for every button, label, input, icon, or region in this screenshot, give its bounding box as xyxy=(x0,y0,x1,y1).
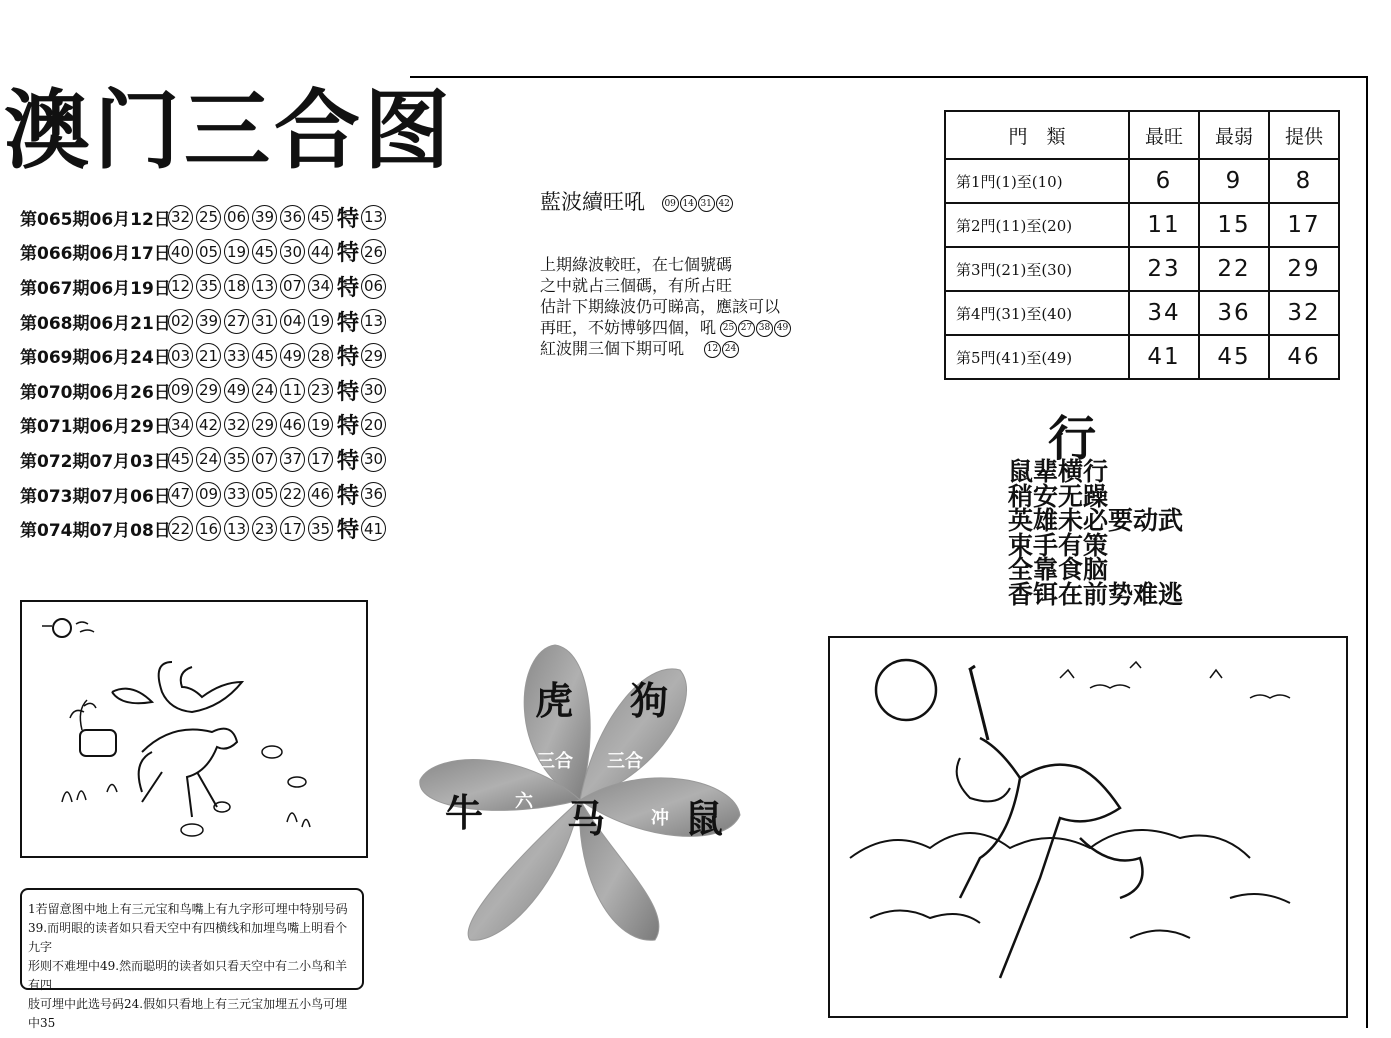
zodiac-flower xyxy=(415,640,745,950)
warrior-illustration xyxy=(828,636,1348,1018)
small-number-ball: 14 xyxy=(680,195,697,212)
number-ball: 29 xyxy=(196,378,221,403)
number-ball: 05 xyxy=(196,239,221,264)
number-ball: 35 xyxy=(196,274,221,299)
number-ball: 45 xyxy=(168,447,193,472)
number-ball: 32 xyxy=(168,205,193,230)
number-ball: 13 xyxy=(252,274,277,299)
flower-animal-horse: 马 xyxy=(567,796,606,841)
page-title: 澳门三合图 xyxy=(4,81,454,181)
special-number-ball: 13 xyxy=(361,205,386,230)
special-number-ball: 13 xyxy=(361,309,386,334)
note-line: 1若留意图中地上有三元宝和鸟嘴上有九字形可埋中特别号码 xyxy=(28,902,348,916)
number-ball: 32 xyxy=(224,412,249,437)
small-number-ball: 31 xyxy=(698,195,715,212)
flower-animal-tiger: 虎 xyxy=(535,678,574,723)
special-number-ball: 30 xyxy=(361,378,386,403)
number-ball: 23 xyxy=(252,516,277,541)
number-ball: 44 xyxy=(308,239,333,264)
special-label: 特 xyxy=(337,310,360,336)
number-ball: 46 xyxy=(308,482,333,507)
number-ball: 39 xyxy=(196,309,221,334)
number-ball: 33 xyxy=(224,343,249,368)
header-provided: 提供 xyxy=(1269,111,1339,159)
special-number-ball: 36 xyxy=(361,482,386,507)
draw-label: 第070期06月26日 xyxy=(20,382,171,403)
special-label: 特 xyxy=(337,448,360,474)
flower-animal-dog: 狗 xyxy=(630,678,669,723)
number-ball: 23 xyxy=(308,378,333,403)
number-ball: 17 xyxy=(308,447,333,472)
top-border xyxy=(410,76,1368,78)
number-ball: 40 xyxy=(168,239,193,264)
gate-value-cell: 9 xyxy=(1199,159,1269,203)
table-row xyxy=(945,247,1339,291)
number-ball: 47 xyxy=(168,482,193,507)
special-number-ball: 41 xyxy=(361,516,386,541)
number-ball: 46 xyxy=(280,412,305,437)
gate-value-cell: 15 xyxy=(1199,203,1269,247)
gate-value-cell: 45 xyxy=(1199,335,1269,379)
number-ball: 07 xyxy=(280,274,305,299)
flower-animal-rat: 鼠 xyxy=(685,796,724,841)
number-ball: 29 xyxy=(252,412,277,437)
wave-line: 之中就占三個碼，有所占旺 xyxy=(540,276,733,295)
crane-deer-drawing xyxy=(22,602,366,856)
draw-label: 第074期07月08日 xyxy=(20,521,171,542)
draw-label: 第069期06月24日 xyxy=(20,348,171,369)
gate-value-cell: 41 xyxy=(1129,335,1199,379)
small-number-ball: 27 xyxy=(738,320,755,337)
number-ball: 45 xyxy=(252,343,277,368)
hint-note xyxy=(20,888,364,1030)
gate-range-cell: 第2門(11)至(20) xyxy=(945,203,1129,247)
relation-label: 三合 xyxy=(537,751,573,772)
gate-value-cell: 32 xyxy=(1269,291,1339,335)
small-number-ball: 12 xyxy=(704,341,721,358)
number-ball: 22 xyxy=(280,482,305,507)
number-ball: 19 xyxy=(308,309,333,334)
number-ball: 49 xyxy=(224,378,249,403)
number-ball: 19 xyxy=(224,239,249,264)
number-ball: 05 xyxy=(252,482,277,507)
number-ball: 28 xyxy=(308,343,333,368)
poem xyxy=(1008,457,1184,609)
wave-title-numbers xyxy=(662,195,734,212)
poem-line: 束手有策 xyxy=(1008,530,1109,560)
special-label: 特 xyxy=(337,275,360,301)
poem-line: 全靠食脑 xyxy=(1008,555,1109,584)
number-ball: 24 xyxy=(196,447,221,472)
gate-range-cell: 第4門(31)至(40) xyxy=(945,291,1129,335)
number-ball: 18 xyxy=(224,274,249,299)
special-label: 特 xyxy=(337,414,360,440)
number-ball: 21 xyxy=(196,343,221,368)
draw-row xyxy=(20,373,440,408)
number-ball: 33 xyxy=(224,482,249,507)
crane-deer-illustration xyxy=(20,600,368,858)
relation-label: 冲 xyxy=(651,808,669,829)
draw-label: 第073期07月06日 xyxy=(20,486,171,507)
gate-range-cell: 第1門(1)至(10) xyxy=(945,159,1129,203)
small-number-ball: 09 xyxy=(662,195,679,212)
special-label: 特 xyxy=(337,206,360,232)
number-ball: 02 xyxy=(168,309,193,334)
gate-value-cell: 6 xyxy=(1129,159,1199,203)
special-label: 特 xyxy=(337,345,360,371)
draw-label: 第067期06月19日 xyxy=(20,278,171,299)
table-row xyxy=(945,159,1339,203)
wave-line-4: 再旺，不妨博够四個，吼 25 27 38 49 xyxy=(540,317,792,338)
number-ball: 16 xyxy=(196,516,221,541)
number-ball: 35 xyxy=(308,516,333,541)
special-number-ball: 30 xyxy=(361,447,386,472)
header-hottest: 最旺 xyxy=(1129,111,1199,159)
special-label: 特 xyxy=(337,518,360,544)
number-ball: 36 xyxy=(280,205,305,230)
table-header-row xyxy=(945,111,1339,159)
number-ball: 12 xyxy=(168,274,193,299)
number-ball: 06 xyxy=(224,205,249,230)
special-number-ball: 29 xyxy=(361,343,386,368)
poem-title: 行 xyxy=(1048,411,1097,467)
wave-heading xyxy=(540,186,734,216)
number-ball: 17 xyxy=(280,516,305,541)
gate-range-cell: 第5門(41)至(49) xyxy=(945,335,1129,379)
draw-row xyxy=(20,235,440,270)
special-label: 特 xyxy=(337,241,360,267)
wave-title: 藍波續旺吼 xyxy=(540,190,645,214)
draw-row xyxy=(20,200,440,235)
draw-row xyxy=(20,338,440,373)
flower-animal-ox: 牛 xyxy=(445,790,484,835)
small-number-ball: 25 xyxy=(720,320,737,337)
draw-label: 第068期06月21日 xyxy=(20,313,171,334)
header-coldest: 最弱 xyxy=(1199,111,1269,159)
draw-row xyxy=(20,408,440,443)
number-ball: 07 xyxy=(252,447,277,472)
relation-label: 三合 xyxy=(607,751,643,772)
number-ball: 35 xyxy=(224,447,249,472)
draw-row xyxy=(20,442,440,477)
small-number-ball: 38 xyxy=(756,320,773,337)
number-ball: 11 xyxy=(280,378,305,403)
note-line: 39.而明眼的读者如只看天空中有四横线和加埋鸟嘴上明看个九字 xyxy=(28,921,348,954)
wave-analysis xyxy=(540,254,792,359)
relation-label: 六合 xyxy=(515,791,533,836)
draw-label: 第065期06月12日 xyxy=(20,209,171,230)
wave-line-5: 紅波開三個下期可吼 12 24 xyxy=(540,338,792,359)
gate-value-cell: 11 xyxy=(1129,203,1199,247)
gates-table xyxy=(944,110,1340,380)
number-ball: 37 xyxy=(280,447,305,472)
note-line: 肢可埋中此选号码24.假如只看地上有三元宝加埋五小鸟可埋中35 xyxy=(28,997,348,1030)
small-number-ball: 42 xyxy=(716,195,733,212)
number-ball: 03 xyxy=(168,343,193,368)
special-number-ball: 26 xyxy=(361,239,386,264)
poem-line: 稍安无躁 xyxy=(1008,481,1109,511)
gate-value-cell: 22 xyxy=(1199,247,1269,291)
number-ball: 27 xyxy=(224,309,249,334)
draw-history xyxy=(20,200,440,546)
gate-value-cell: 23 xyxy=(1129,247,1199,291)
special-number-ball: 20 xyxy=(361,412,386,437)
number-ball: 25 xyxy=(196,205,221,230)
number-ball: 19 xyxy=(308,412,333,437)
number-ball: 04 xyxy=(280,309,305,334)
right-border xyxy=(1366,76,1368,1028)
gate-value-cell: 34 xyxy=(1129,291,1199,335)
number-ball: 24 xyxy=(252,378,277,403)
number-ball: 45 xyxy=(308,205,333,230)
special-label: 特 xyxy=(337,379,360,405)
table-row xyxy=(945,335,1339,379)
number-ball: 34 xyxy=(308,274,333,299)
draw-row xyxy=(20,269,440,304)
number-ball: 09 xyxy=(168,378,193,403)
number-ball: 22 xyxy=(168,516,193,541)
number-ball: 42 xyxy=(196,412,221,437)
table-row xyxy=(945,203,1339,247)
special-number-ball: 06 xyxy=(361,274,386,299)
wave-line: 上期綠波較旺，在七個號碼 xyxy=(540,255,733,274)
number-ball: 45 xyxy=(252,239,277,264)
gate-value-cell: 36 xyxy=(1199,291,1269,335)
table-row xyxy=(945,291,1339,335)
number-ball: 31 xyxy=(252,309,277,334)
gate-range-cell: 第3門(21)至(30) xyxy=(945,247,1129,291)
number-ball: 49 xyxy=(280,343,305,368)
poem-line: 鼠辈横行 xyxy=(1008,457,1109,486)
warrior-drawing xyxy=(830,638,1346,1016)
draw-row xyxy=(20,304,440,339)
number-ball: 34 xyxy=(168,412,193,437)
draw-row xyxy=(20,511,440,546)
number-ball: 30 xyxy=(280,239,305,264)
poem-line: 英雄未必要动武 xyxy=(1008,506,1184,535)
gate-value-cell: 46 xyxy=(1269,335,1339,379)
draw-label: 第066期06月17日 xyxy=(20,244,171,265)
gate-value-cell: 8 xyxy=(1269,159,1339,203)
small-number-ball: 24 xyxy=(722,341,739,358)
draw-label: 第072期07月03日 xyxy=(20,451,171,472)
gate-value-cell: 17 xyxy=(1269,203,1339,247)
special-label: 特 xyxy=(337,483,360,509)
number-ball: 13 xyxy=(224,516,249,541)
gate-value-cell: 29 xyxy=(1269,247,1339,291)
draw-row xyxy=(20,477,440,512)
number-ball: 09 xyxy=(196,482,221,507)
small-number-ball: 49 xyxy=(774,320,791,337)
wave-line: 估計下期綠波仍可睇高，應該可以 xyxy=(540,297,781,316)
number-ball: 39 xyxy=(252,205,277,230)
poem-line: 香铒在前势难逃 xyxy=(1008,579,1184,609)
draw-label: 第071期06月29日 xyxy=(20,417,171,438)
note-line: 形则不难埋中49.然而聪明的读者如只看天空中有二小鸟和羊有四 xyxy=(28,959,348,992)
header-gate: 門 類 xyxy=(945,111,1129,159)
